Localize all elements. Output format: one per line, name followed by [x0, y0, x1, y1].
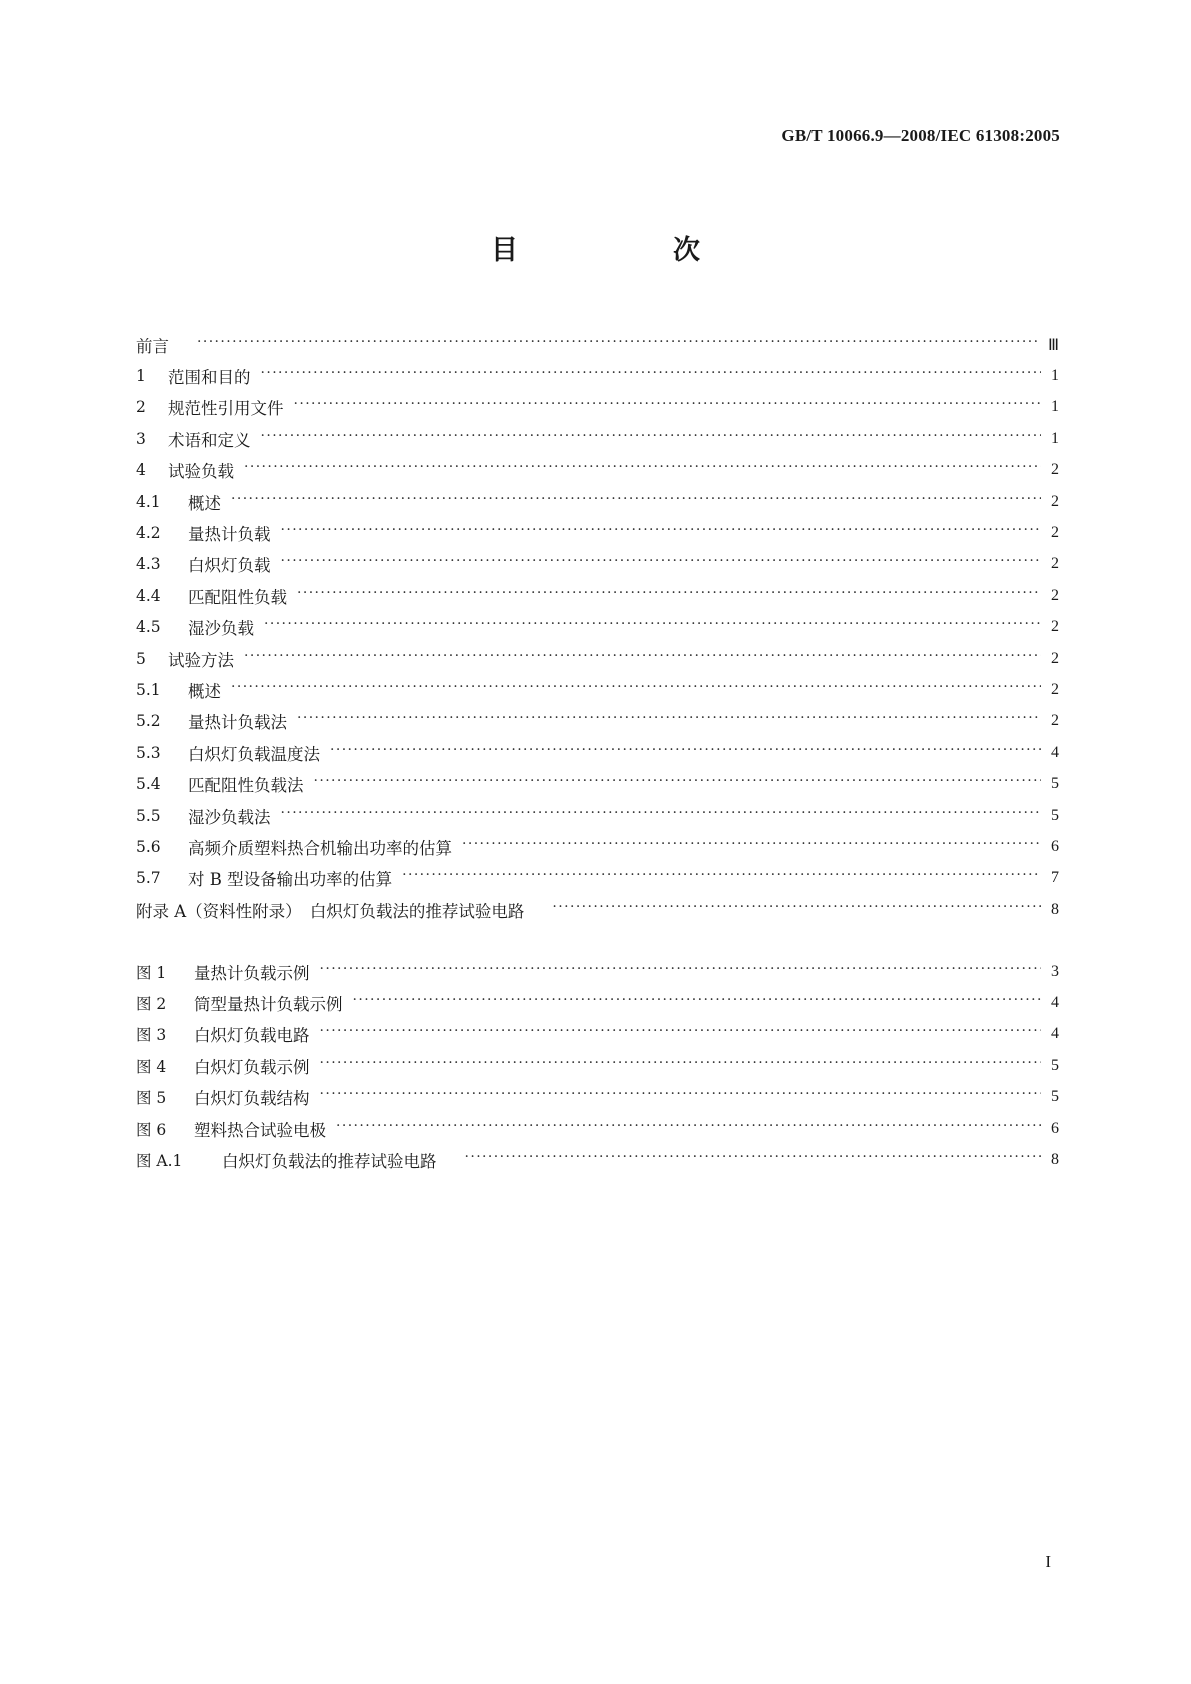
dot-leader	[462, 837, 1041, 857]
figure-entry[interactable]	[136, 1050, 1059, 1081]
toc-entry-number: 4.1	[136, 492, 161, 511]
dot-leader	[244, 649, 1041, 669]
toc-entry-title: 匹配阻性负载法	[188, 776, 304, 796]
toc-entry[interactable]	[136, 455, 1059, 486]
toc-entry-title: 湿沙负载法	[188, 807, 271, 827]
dot-leader	[261, 366, 1042, 386]
toc-entry-title: 规范性引用文件	[168, 399, 284, 419]
dot-leader	[320, 1024, 1042, 1044]
dot-leader	[353, 993, 1042, 1013]
toc-entry-number: 4.5	[136, 618, 161, 637]
toc-entry-title: 范围和目的	[168, 368, 251, 388]
toc-entry[interactable]	[136, 674, 1059, 705]
toc-entry-number: 2	[136, 398, 146, 417]
dot-leader	[264, 617, 1041, 637]
dot-leader	[320, 1087, 1042, 1107]
toc-entry-title: 湿沙负载	[188, 619, 254, 639]
figure-entry[interactable]	[136, 1144, 1059, 1175]
toc-entry-page: 5	[1051, 806, 1059, 824]
toc-entry-page: 1	[1051, 398, 1059, 416]
toc-entry[interactable]	[136, 768, 1059, 799]
toc-entry[interactable]	[136, 580, 1059, 611]
toc-entry-number: 3	[136, 429, 146, 448]
toc-entry-title: 术语和定义	[168, 430, 251, 450]
page-number: I	[1045, 1552, 1051, 1571]
toc-entry[interactable]	[136, 549, 1059, 580]
dot-leader	[281, 523, 1042, 543]
toc-entry[interactable]	[136, 392, 1059, 423]
figure-entry-page: 4	[1051, 994, 1059, 1012]
toc-entry-number: 5.6	[136, 837, 161, 856]
toc-entry-title: 概述	[188, 493, 221, 513]
toc-entry-page: 1	[1051, 367, 1059, 385]
toc-entry-page: 2	[1051, 649, 1059, 667]
figure-entry-title: 量热计负载示例	[194, 963, 310, 983]
figure-entry-title: 塑料热合试验电极	[194, 1120, 326, 1140]
dot-leader	[231, 680, 1041, 700]
dot-leader	[320, 962, 1042, 982]
figure-entry-page: 5	[1051, 1056, 1059, 1074]
toc-entry-page: 7	[1051, 869, 1059, 887]
toc-entry[interactable]	[136, 486, 1059, 517]
figure-entry[interactable]	[136, 987, 1059, 1018]
dot-leader	[294, 397, 1042, 417]
figure-entry-number: 图 4	[136, 1057, 167, 1076]
toc-entry-page: Ⅲ	[1047, 336, 1059, 354]
toc-entry-page: 6	[1051, 837, 1059, 855]
toc-entry-page: 8	[1051, 900, 1059, 918]
toc-entry-number: 4.3	[136, 555, 161, 574]
toc-entry-title: 附录 A（资料性附录） 白炽灯负载法的推荐试验电路	[136, 901, 525, 921]
dot-leader	[402, 868, 1041, 888]
toc-entry-title: 白炽灯负载	[188, 556, 271, 576]
dot-leader	[336, 1119, 1041, 1139]
dot-leader	[297, 586, 1041, 606]
toc-entry-number: 4.2	[136, 524, 161, 543]
dot-leader	[244, 460, 1041, 480]
toc-entry-title: 匹配阻性负载	[188, 587, 287, 607]
toc-entry-page: 2	[1051, 524, 1059, 542]
toc-entry-number: 5	[136, 649, 146, 668]
page-title: 目 次	[491, 235, 764, 266]
figure-entry-title: 白炽灯负载电路	[194, 1026, 310, 1046]
dot-leader	[297, 711, 1041, 731]
toc-entry-page: 2	[1051, 618, 1059, 636]
toc-entry-page: 2	[1051, 461, 1059, 479]
toc-entry[interactable]	[136, 423, 1059, 454]
standard-code: GB/T 10066.9—2008/IEC 61308:2005	[781, 126, 1060, 145]
table-of-contents	[136, 329, 1059, 925]
toc-entry[interactable]	[136, 643, 1059, 674]
list-of-figures	[136, 956, 1059, 1176]
toc-entry[interactable]	[136, 612, 1059, 643]
figure-entry-number: 图 3	[136, 1026, 167, 1045]
toc-entry-page: 2	[1051, 555, 1059, 573]
dot-leader	[281, 554, 1042, 574]
toc-entry-number: 5.7	[136, 869, 161, 888]
toc-entry-foreword[interactable]	[136, 329, 1059, 360]
figure-entry-number: 图 1	[136, 963, 167, 982]
figure-entry[interactable]	[136, 1019, 1059, 1050]
dot-leader	[314, 774, 1042, 794]
figure-entry-page: 6	[1051, 1119, 1059, 1137]
toc-entry[interactable]	[136, 800, 1059, 831]
toc-entry-number: 5.2	[136, 712, 161, 731]
figure-entry-title: 白炽灯负载示例	[194, 1057, 310, 1077]
dot-leader	[465, 1150, 1042, 1170]
figure-entry-page: 3	[1051, 962, 1059, 980]
figure-entry-title: 白炽灯负载法的推荐试验电路	[222, 1152, 437, 1172]
toc-entry-number: 5.5	[136, 806, 161, 825]
toc-entry[interactable]	[136, 360, 1059, 391]
dot-leader	[197, 335, 1040, 355]
dot-leader	[330, 743, 1041, 763]
toc-entry-title: 试验方法	[168, 650, 234, 670]
toc-entry-number: 5.3	[136, 743, 161, 762]
figure-entry-title: 筒型量热计负载示例	[194, 995, 343, 1015]
figure-entry-page: 4	[1051, 1025, 1059, 1043]
toc-entry-page: 2	[1051, 712, 1059, 730]
toc-entry-page: 1	[1051, 429, 1059, 447]
figure-entry-title: 白炽灯负载结构	[194, 1089, 310, 1109]
toc-entry-title: 高频介质塑料热合机输出功率的估算	[188, 838, 452, 858]
toc-entry-title: 白炽灯负载温度法	[188, 744, 320, 764]
toc-entry-page: 2	[1051, 680, 1059, 698]
toc-entry-page: 4	[1051, 743, 1059, 761]
toc-entry-number: 5.1	[136, 680, 161, 699]
figure-entry[interactable]	[136, 956, 1059, 987]
toc-entry-annex-a[interactable]	[136, 894, 1059, 925]
figure-entry-number: 图 A.1	[136, 1152, 183, 1171]
toc-entry-number: 5.4	[136, 775, 161, 794]
toc-entry-title: 概述	[188, 681, 221, 701]
toc-entry[interactable]	[136, 517, 1059, 548]
dot-leader	[231, 492, 1041, 512]
figure-entry[interactable]	[136, 1113, 1059, 1144]
figure-entry-number: 图 5	[136, 1089, 167, 1108]
dot-leader	[320, 1056, 1042, 1076]
toc-entry[interactable]	[136, 737, 1059, 768]
toc-entry-number: 4.4	[136, 586, 161, 605]
toc-entry-title: 量热计负载	[188, 525, 271, 545]
figure-entry-page: 8	[1051, 1151, 1059, 1169]
toc-entry-page: 2	[1051, 492, 1059, 510]
figure-entry-number: 图 2	[136, 995, 167, 1014]
toc-entry-number: 1	[136, 367, 146, 386]
figure-entry-page: 5	[1051, 1088, 1059, 1106]
toc-entry-page: 2	[1051, 586, 1059, 604]
figure-entry-number: 图 6	[136, 1120, 167, 1139]
dot-leader	[281, 806, 1042, 826]
toc-entry-title: 对 B 型设备输出功率的估算	[188, 870, 393, 890]
toc-entry-page: 5	[1051, 775, 1059, 793]
toc-entry[interactable]	[136, 863, 1059, 894]
dot-leader	[261, 429, 1042, 449]
toc-entry[interactable]	[136, 831, 1059, 862]
toc-entry-title: 试验负载	[168, 462, 234, 482]
figure-entry[interactable]	[136, 1082, 1059, 1113]
toc-entry-number: 4	[136, 461, 146, 480]
toc-entry-title: 前言	[136, 336, 169, 356]
toc-entry-title: 量热计负载法	[188, 713, 287, 733]
dot-leader	[552, 900, 1041, 920]
toc-entry[interactable]	[136, 706, 1059, 737]
